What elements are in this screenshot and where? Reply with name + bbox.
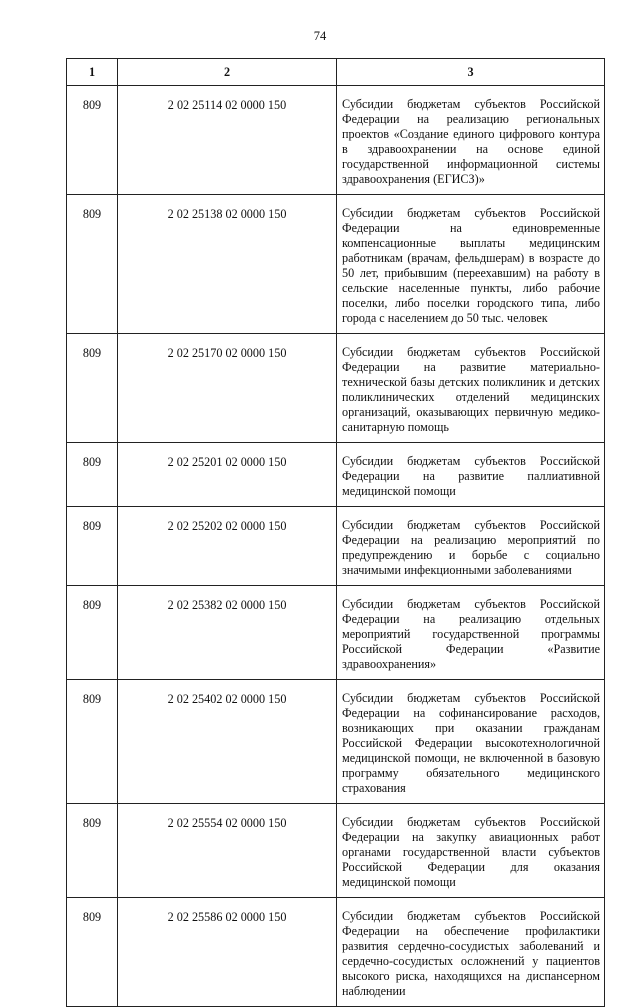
admin-code-cell: 809 [67, 334, 118, 443]
admin-code-cell: 809 [67, 86, 118, 195]
description-cell: Субсидии бюджетам субъектов Российской Федерации на реализацию отдельных мероприятий государственной программы Российской Федерации «Развитие здравоохранения» [337, 586, 605, 680]
table-row [67, 804, 605, 898]
table-row [67, 507, 605, 586]
admin-code-cell: 809 [67, 680, 118, 804]
admin-code-cell: 809 [67, 443, 118, 507]
description-cell: Субсидии бюджетам субъектов Российской Федерации на развитие паллиативной медицинской помощи [337, 443, 605, 507]
table-row [67, 586, 605, 680]
revenue-code-cell: 2 02 25586 02 0000 150 [118, 898, 337, 1007]
budget-classification-table [66, 58, 605, 1007]
table-row [67, 334, 605, 443]
admin-code-cell: 809 [67, 898, 118, 1007]
table-row [67, 443, 605, 507]
admin-code-cell: 809 [67, 195, 118, 334]
revenue-code-cell: 2 02 25138 02 0000 150 [118, 195, 337, 334]
admin-code-cell: 809 [67, 586, 118, 680]
table-row [67, 898, 605, 1007]
description-cell: Субсидии бюджетам субъектов Российской Федерации на единовременные компенсационные выплаты медицинским работникам (врачам, фельдшерам) в возрасте до 50 лет, прибывшим (переехавшим) на работу в сельские населенные пункты, либо рабочие поселки, либо поселки городского типа, либо города с населением до 50 тыс. человек [337, 195, 605, 334]
revenue-code-cell: 2 02 25202 02 0000 150 [118, 507, 337, 586]
column-header-3: 3 [337, 59, 605, 86]
table-row [67, 195, 605, 334]
revenue-code-cell: 2 02 25554 02 0000 150 [118, 804, 337, 898]
column-header-2: 2 [118, 59, 337, 86]
revenue-code-cell: 2 02 25402 02 0000 150 [118, 680, 337, 804]
admin-code-cell: 809 [67, 804, 118, 898]
admin-code-cell: 809 [67, 507, 118, 586]
table-header-row [67, 59, 605, 86]
table-row [67, 680, 605, 804]
table-row [67, 86, 605, 195]
revenue-code-cell: 2 02 25114 02 0000 150 [118, 86, 337, 195]
description-cell: Субсидии бюджетам субъектов Российской Федерации на реализацию региональных проектов «Создание единого цифрового контура в здравоохранении на основе единой государственной информационной системы здравоохранения (ЕГИСЗ)» [337, 86, 605, 195]
revenue-code-cell: 2 02 25170 02 0000 150 [118, 334, 337, 443]
revenue-code-cell: 2 02 25382 02 0000 150 [118, 586, 337, 680]
page-number: 74 [313, 29, 327, 43]
column-header-1: 1 [67, 59, 118, 86]
description-cell: Субсидии бюджетам субъектов Российской Федерации на софинансирование расходов, возникающих при оказании гражданам Российской Федерации высокотехнологичной медицинской помощи, не включенной в базовую программу обязательного медицинского страхования [337, 680, 605, 804]
description-cell: Субсидии бюджетам субъектов Российской Федерации на реализацию мероприятий по предупреждению и борьбе с социально значимыми инфекционными заболеваниями [337, 507, 605, 586]
description-cell: Субсидии бюджетам субъектов Российской Федерации на обеспечение профилактики развития сердечно-сосудистых заболеваний и сердечно-сосудистых осложнений у пациентов высокого риска, находящихся на диспансерном наблюдении [337, 898, 605, 1007]
description-cell: Субсидии бюджетам субъектов Российской Федерации на закупку авиационных работ органами государственной власти субъектов Российской Федерации для оказания медицинской помощи [337, 804, 605, 898]
revenue-code-cell: 2 02 25201 02 0000 150 [118, 443, 337, 507]
description-cell: Субсидии бюджетам субъектов Российской Федерации на развитие материально-технической базы детских поликлиник и детских поликлинических отделений медицинских организаций, оказывающих первичную медико-санитарную помощь [337, 334, 605, 443]
